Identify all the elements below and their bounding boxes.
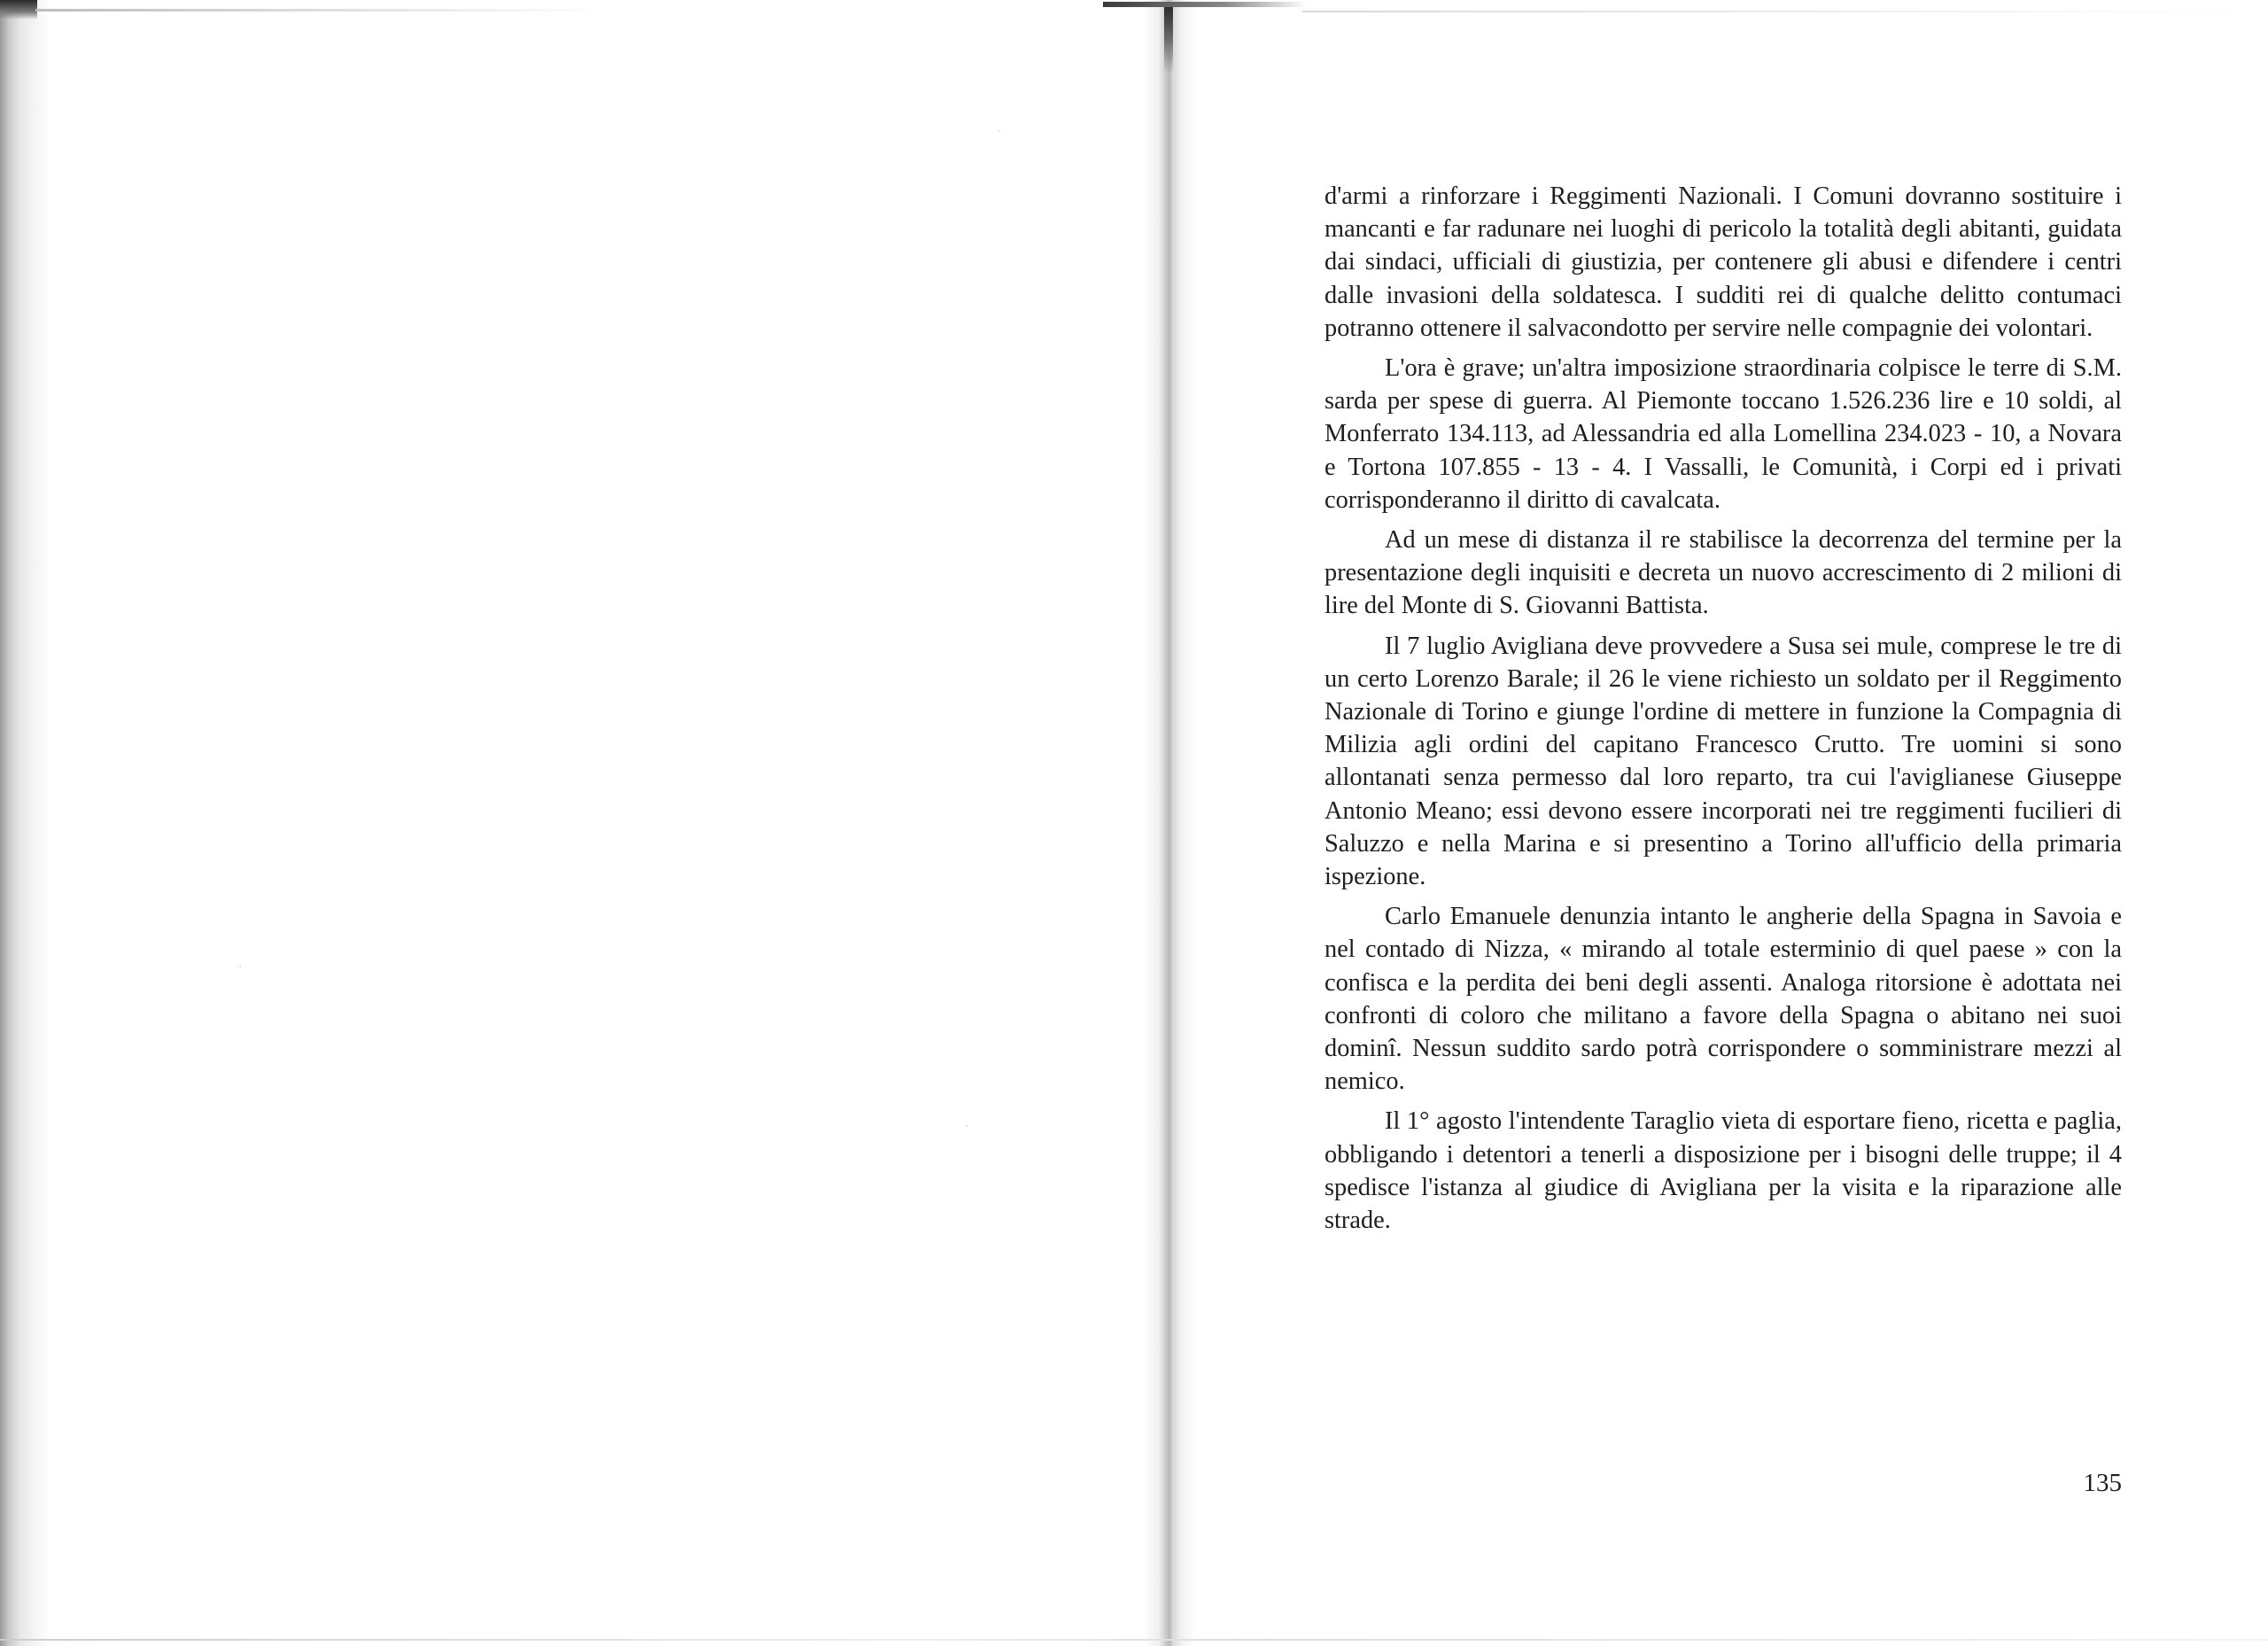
book-gutter (1143, 0, 1196, 1646)
paragraph: L'ora è grave; un'altra imposizione straordinaria colpisce le terre di S.M. sarda per spese di guerra. Al Piemonte toccano 1.526.236 lire e 10 soldi, al Monferrato 134.113, ad Alessandria ed alla Lomellina 234.023 - 10, a Novara e Tortona 107.855 - 13 - 4. I Vassalli, le Comunità, i Corpi ed i privati corrisponderanno il diritto di cavalcata. (1324, 354, 2122, 514)
left-page-edge (0, 0, 51, 1646)
paper-speck (966, 1125, 967, 1127)
right-page-top-edge (1302, 11, 2268, 12)
paragraph: Il 7 luglio Avigliana deve provvedere a Susa sei mule, comprese le tre di un certo Lorenzo Barale; il 26 le viene richiesto un soldato per il Reggimento Nazionale di Torino e giunge l'ordine di mettere in funzione la Compagnia di Milizia agli ordini del capitano Francesco Crutto. Tre uomini si sono allontanati senza permesso dal loro reparto, tra cui l'aviglianese Giuseppe Antonio Meano; essi devono essere incorporati nei tre reggimenti fucilieri di Saluzzo e nella Marina e si presentino a Torino all'ufficio della primaria ispezione. (1324, 632, 2122, 891)
left-page-top-edge (35, 9, 602, 12)
right-page-top-shadow (1103, 2, 1307, 7)
page-bottom-edge (0, 1639, 2268, 1641)
paragraph: d'armi a rinforzare i Reggimenti Nazionali. I Comuni dovranno sostituire i mancanti e far radunare nei luoghi di pericolo la totalità degli abitanti, guidata dai sindaci, ufficiali di giustizia, per contenere gli abusi e difendere i centri dalle invasioni della soldatesca. I sudditi rei di qualche delitto contumaci potranno ottenere il salvacondotto per servire nelle compagnie dei volontari. (1324, 182, 2122, 342)
left-page-corner-shadow (0, 0, 37, 19)
paragraph: Carlo Emanuele denunzia intanto le angherie della Spagna in Savoia e nel contado di Nizza, « mirando al totale esterminio di quel paese » con la confisca e la perdita dei beni degli assenti. Analoga ritorsione è adottata nei confronti di coloro che militano a favore della Spagna o abitano nei suoi dominî. Nessun suddito sardo potrà corrispondere o somministrare mezzi al nemico. (1324, 903, 2122, 1096)
body-text (1324, 180, 2122, 1244)
paper-speck (998, 130, 1000, 132)
paragraph: Il 1° agosto l'intendente Taraglio vieta di esportare fieno, ricetta e paglia, obbligando i detentori a tenerli a disposizione per i bisogni delle truppe; il 4 spedisce l'istanza al giudice di Avigliana per la visita e la riparazione alle strade. (1324, 1107, 2122, 1235)
page-number: 135 (2083, 1469, 2122, 1497)
gutter-top-shadow (1164, 2, 1173, 73)
paper-speck (239, 966, 241, 967)
paragraph: Ad un mese di distanza il re stabilisce la decorrenza del termine per la presentazione degli inquisiti e decreta un nuovo accrescimento di 2 milioni di lire del Monte di S. Giovanni Battista. (1324, 526, 2122, 620)
